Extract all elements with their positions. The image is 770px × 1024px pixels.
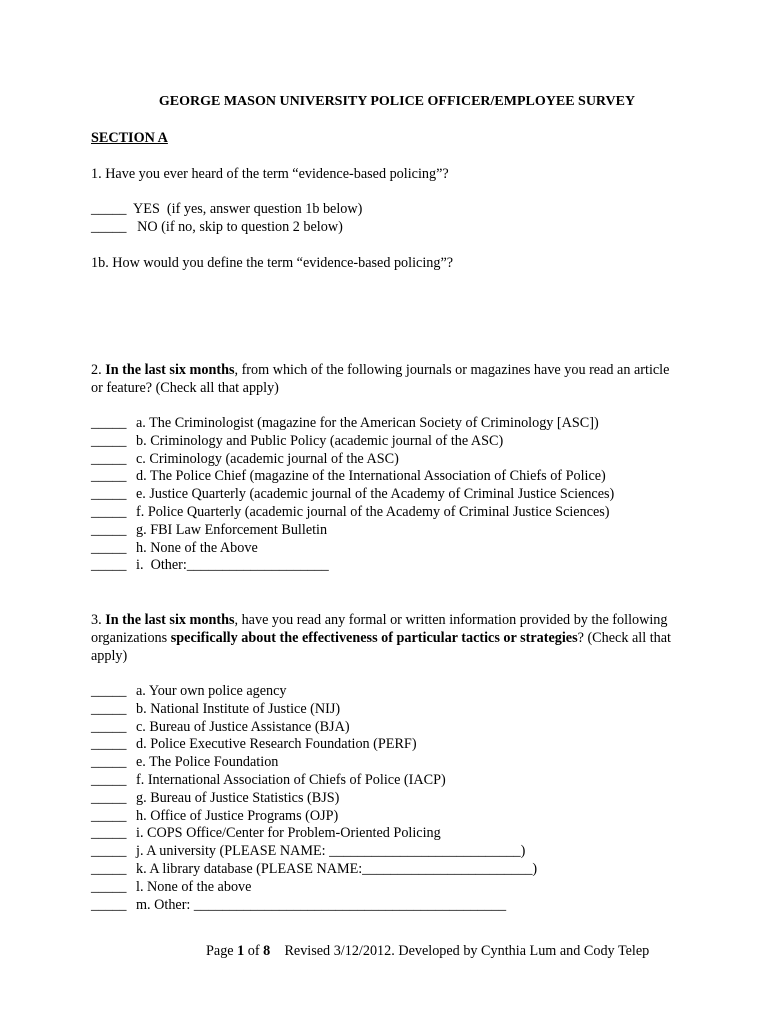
option-label: i. COPS Office/Center for Problem-Oriented Policing [136, 825, 441, 842]
q2-option-row[interactable] [91, 557, 691, 575]
option-label: m. Other: ____________________________________________ [136, 896, 507, 913]
answer-blank[interactable]: _____ [91, 771, 127, 788]
q2-option-row[interactable] [91, 540, 691, 558]
q3-option-row[interactable] [91, 701, 691, 719]
question-3-options [91, 683, 691, 914]
answer-blank[interactable]: _____ [91, 486, 127, 503]
option-label: b. Criminology and Public Policy (academic journal of the ASC) [136, 432, 504, 449]
question-3 [91, 612, 681, 665]
q2-option-row[interactable] [91, 451, 691, 469]
question-1b [91, 255, 691, 273]
answer-blank[interactable]: _____ [91, 718, 127, 735]
q3-option-row[interactable] [91, 897, 691, 915]
option-label: b. National Institute of Justice (NIJ) [136, 700, 341, 717]
page-footer: Page 1 of 8 Revised 3/12/2012. Developed by Cynthia Lum and Cody Telep [206, 943, 650, 959]
answer-blank[interactable]: _____ [91, 557, 127, 574]
option-label: d. The Police Chief (magazine of the International Association of Chiefs of Police) [136, 468, 606, 485]
option-label: d. Police Executive Research Foundation (PERF) [136, 736, 417, 753]
answer-blank[interactable]: _____ [91, 736, 127, 753]
option-label: e. Justice Quarterly (academic journal of the Academy of Criminal Justice Sciences) [136, 486, 615, 503]
answer-blank[interactable]: _____ [91, 683, 127, 699]
page-number: 1 [237, 943, 245, 959]
answer-blank[interactable]: _____ [91, 468, 127, 485]
option-label: i. Other:____________________ [136, 557, 329, 574]
option-label: l. None of the above [136, 878, 252, 895]
section-heading: SECTION A [91, 130, 168, 146]
q2-option-row[interactable] [91, 415, 691, 433]
option-label: j. A university (PLEASE NAME: ___________________________) [136, 843, 526, 860]
q3-option-row[interactable] [91, 843, 691, 861]
option-label: k. A library database (PLEASE NAME:________________________) [136, 860, 538, 877]
question-1b-text: 1b. How would you define the term “evidence-based policing”? [91, 255, 454, 271]
option-yes[interactable]: _____ YES (if yes, answer question 1b below) [91, 201, 363, 217]
option-label: a. Your own police agency [136, 683, 287, 699]
q3-option-row[interactable] [91, 861, 691, 879]
q3-option-row[interactable] [91, 825, 691, 843]
q3-option-row[interactable] [91, 790, 691, 808]
q3-option-row[interactable] [91, 808, 691, 826]
question-2 [91, 362, 681, 398]
answer-blank[interactable]: _____ [91, 807, 127, 824]
q2-option-row[interactable] [91, 433, 691, 451]
q2-option-row[interactable] [91, 468, 691, 486]
option-label: h. None of the Above [136, 539, 258, 556]
answer-blank[interactable]: _____ [91, 450, 127, 467]
page-title: GEORGE MASON UNIVERSITY POLICE OFFICER/EMPLOYEE SURVEY [158, 94, 636, 109]
answer-blank[interactable]: _____ [91, 860, 127, 877]
option-label: c. Bureau of Justice Assistance (BJA) [136, 718, 350, 735]
option-no[interactable]: _____ NO (if no, skip to question 2 below) [91, 218, 343, 235]
answer-blank[interactable]: _____ [91, 521, 127, 538]
q2-option-row[interactable] [91, 522, 691, 540]
question-1-options [91, 201, 691, 237]
q3-option-row[interactable] [91, 736, 691, 754]
question-2-options [91, 415, 691, 575]
option-label: e. The Police Foundation [136, 754, 279, 771]
answer-blank[interactable]: _____ [91, 843, 127, 860]
q3-option-row[interactable] [91, 719, 691, 737]
answer-blank[interactable]: _____ [91, 539, 127, 556]
option-label: g. Bureau of Justice Statistics (BJS) [136, 789, 340, 806]
answer-blank[interactable]: _____ [91, 432, 127, 449]
q3-option-row[interactable] [91, 683, 691, 701]
answer-blank[interactable]: _____ [91, 789, 127, 806]
answer-blank[interactable]: _____ [91, 825, 127, 842]
q3-option-row[interactable] [91, 754, 691, 772]
answer-blank[interactable]: _____ [91, 754, 127, 771]
question-1-text: 1. Have you ever heard of the term “evidence-based policing”? [91, 166, 449, 182]
answer-blank[interactable]: _____ [91, 415, 127, 431]
option-label: f. Police Quarterly (academic journal of the Academy of Criminal Justice Sciences) [136, 503, 610, 520]
answer-blank[interactable]: _____ [91, 896, 127, 913]
answer-blank[interactable]: _____ [91, 503, 127, 520]
q2-option-row[interactable] [91, 504, 691, 522]
q2-option-row[interactable] [91, 486, 691, 504]
page-total: 8 [263, 943, 271, 959]
question-3-text: 3. In the last six months, have you read any formal or written information provided by the following organizations specifically about the effectiveness of particular tactics or strategies? (Check all that apply) [91, 612, 671, 664]
question-2-text: 2. In the last six months, from which of the following journals or magazines have you read an article or feature? (Check all that apply) [91, 362, 670, 396]
answer-blank[interactable]: _____ [91, 878, 127, 895]
option-label: c. Criminology (academic journal of the ASC) [136, 450, 399, 467]
answer-blank[interactable]: _____ [91, 700, 127, 717]
question-1 [91, 166, 691, 184]
option-label: g. FBI Law Enforcement Bulletin [136, 521, 328, 538]
q3-option-row[interactable] [91, 772, 691, 790]
q3-option-row[interactable] [91, 879, 691, 897]
option-label: f. International Association of Chiefs of Police (IACP) [136, 771, 446, 788]
option-label: a. The Criminologist (magazine for the American Society of Criminology [ASC]) [136, 415, 599, 431]
option-label: h. Office of Justice Programs (OJP) [136, 807, 339, 824]
